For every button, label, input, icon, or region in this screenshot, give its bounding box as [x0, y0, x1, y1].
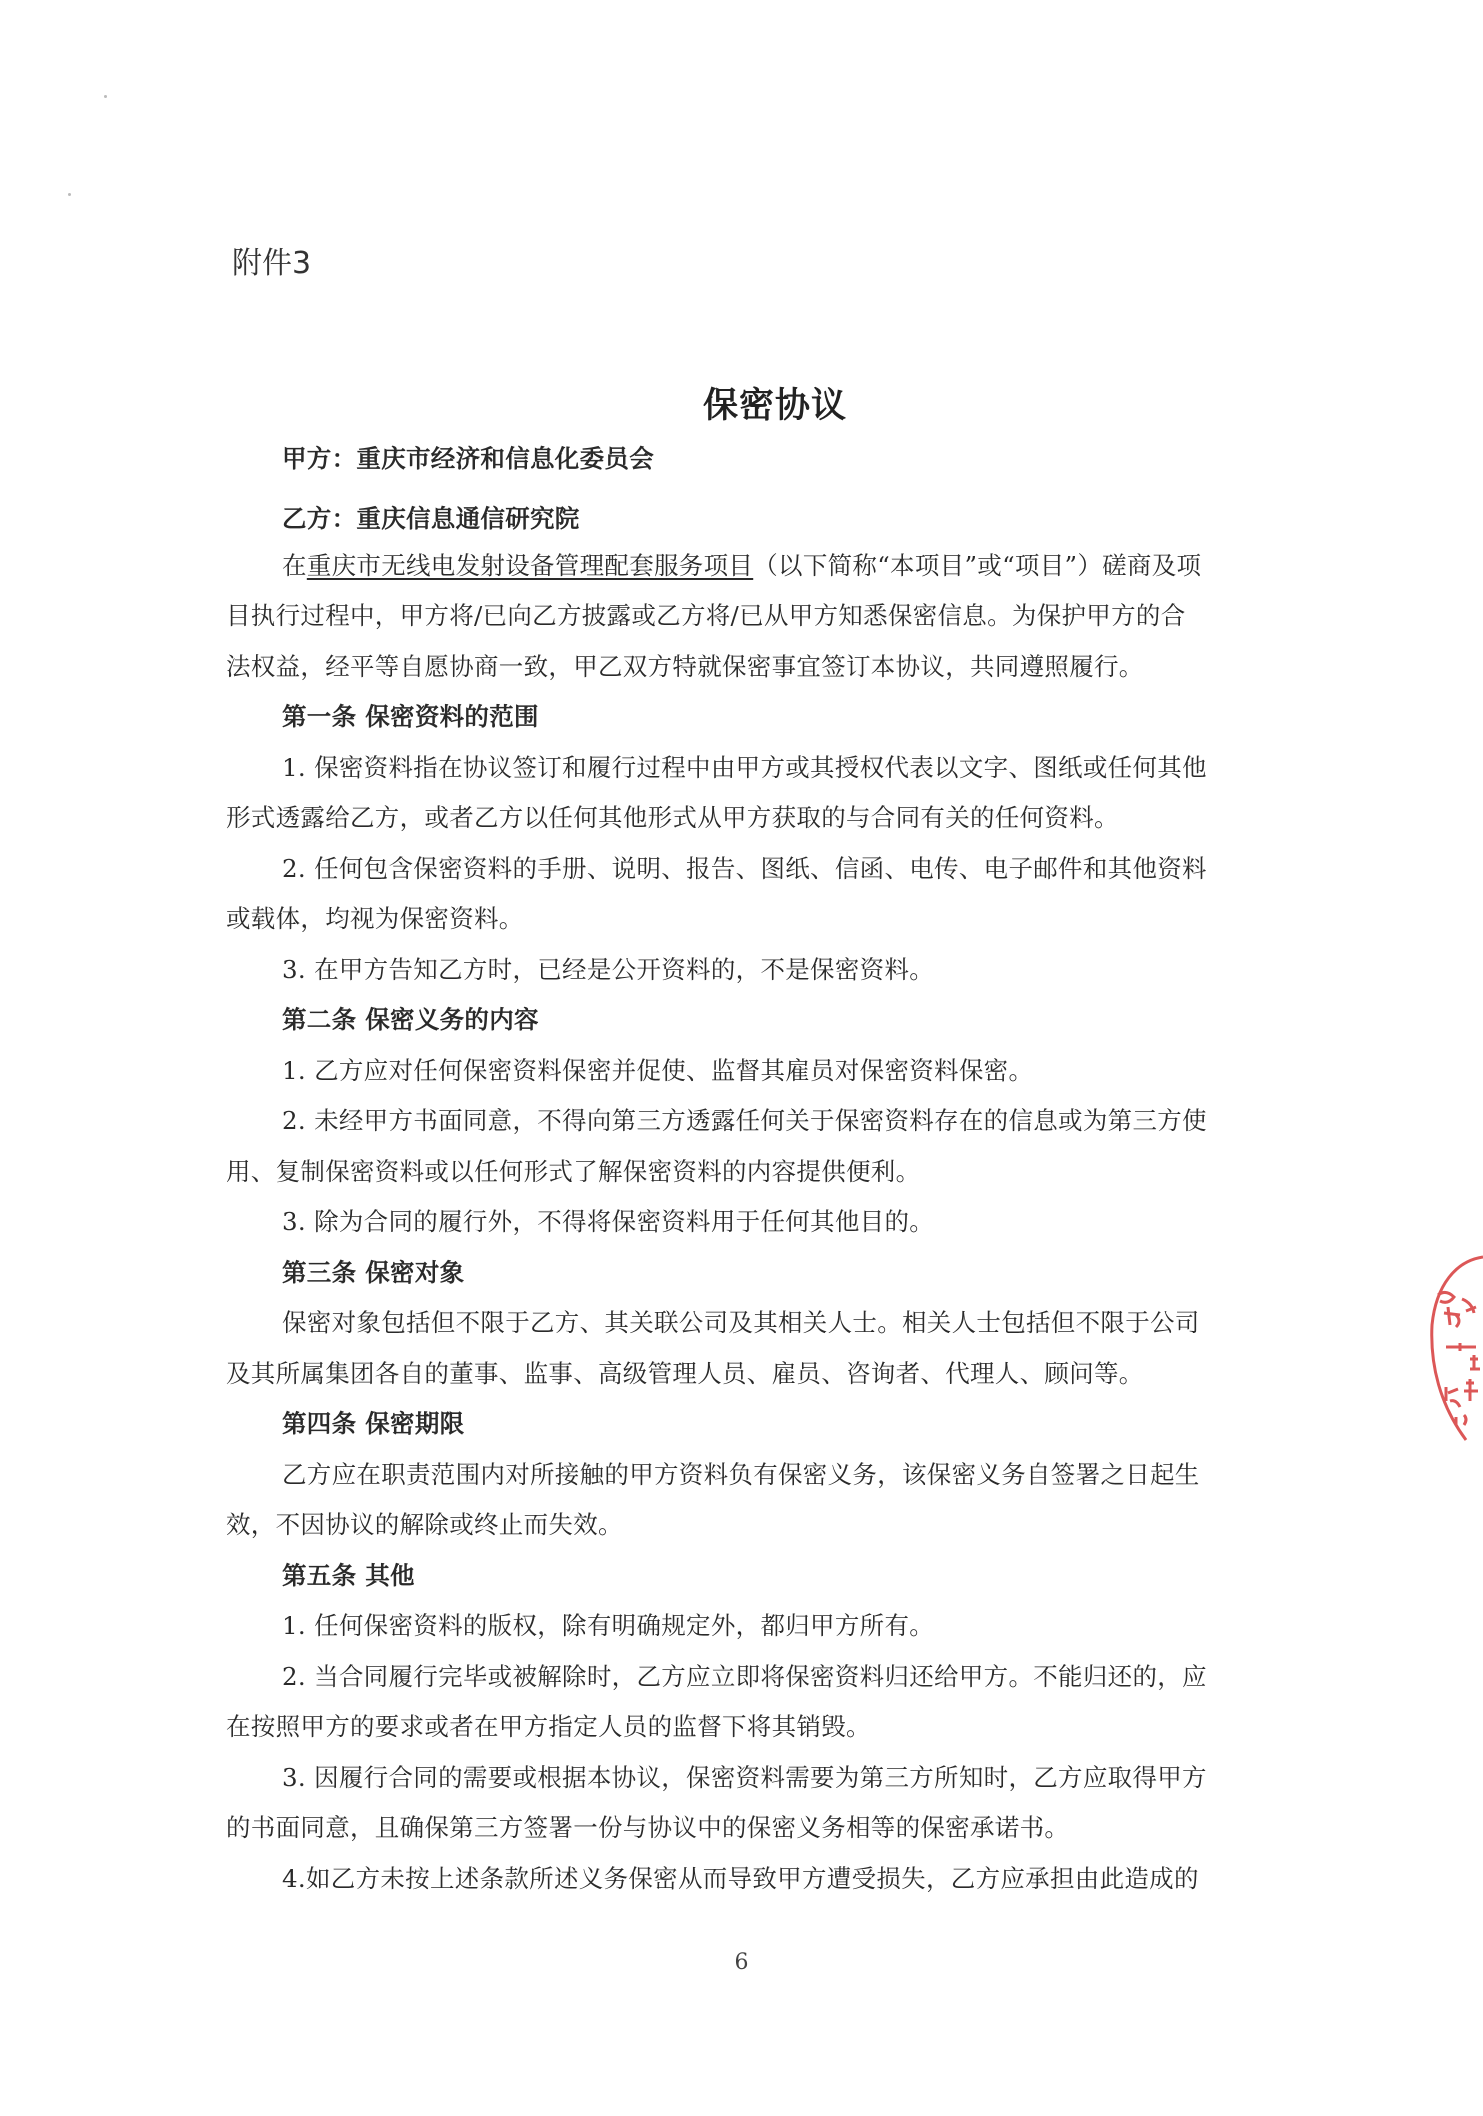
article-5-item-3: 3. 因履行合同的需要或根据本协议，保密资料需要为第三方所知时，乙方应取得甲方: [282, 1763, 1207, 1792]
intro-line-1-rest: （以下简称“本项目”或“项目”）磋商及项: [753, 551, 1202, 580]
party-b: 乙方：重庆信息通信研究院: [282, 504, 580, 533]
document-title: 保密协议: [702, 385, 847, 426]
intro-prefix: 在: [282, 551, 307, 580]
article-5-item-2-cont: 在按照甲方的要求或者在甲方指定人员的监督下将其销毁。: [226, 1712, 871, 1741]
article-1-item-3: 3. 在甲方告知乙方时，已经是公开资料的，不是保密资料。: [282, 955, 935, 984]
article-2-item-3: 3. 除为合同的履行外，不得将保密资料用于任何其他目的。: [282, 1207, 935, 1236]
scan-speck: [68, 193, 71, 196]
article-2-item-2: 2. 未经甲方书面同意，不得向第三方透露任何关于保密资料存在的信息或为第三方使: [282, 1106, 1207, 1135]
article-5-item-2: 2. 当合同履行完毕或被解除时，乙方应立即将保密资料归还给甲方。不能归还的，应: [282, 1662, 1207, 1691]
intro-line-2: 目执行过程中，甲方将/已向乙方披露或乙方将/已从甲方知悉保密信息。为保护甲方的合: [226, 601, 1186, 630]
article-5-heading: 第五条 其他: [282, 1561, 415, 1590]
article-3-text: 保密对象包括但不限于乙方、其关联公司及其相关人士。相关人士包括但不限于公司: [282, 1308, 1200, 1337]
article-5-item-1: 1. 任何保密资料的版权，除有明确规定外，都归甲方所有。: [282, 1611, 935, 1640]
article-2-heading: 第二条 保密义务的内容: [282, 1005, 539, 1034]
article-2-item-1: 1. 乙方应对任何保密资料保密并促使、监督其雇员对保密资料保密。: [282, 1056, 1034, 1085]
project-name: 重庆市无线电发射设备管理配套服务项目: [306, 551, 754, 580]
intro-line-1: [282, 547, 1201, 582]
article-4-heading: 第四条 保密期限: [282, 1409, 465, 1438]
article-5-item-4: 4.如乙方未按上述条款所述义务保密从而导致甲方遭受损失，乙方应承担由此造成的: [282, 1864, 1199, 1893]
article-3-text-cont: 及其所属集团各自的董事、监事、高级管理人员、雇员、咨询者、代理人、顾问等。: [226, 1359, 1144, 1388]
article-1-item-2-cont: 或载体，均视为保密资料。: [226, 904, 524, 933]
article-5-item-3-cont: 的书面同意，且确保第三方签署一份与协议中的保密义务相等的保密承诺书。: [226, 1813, 1070, 1842]
attachment-label: 附件3: [232, 246, 312, 281]
intro-line-3: 法权益，经平等自愿协商一致，甲乙双方特就保密事宜签订本协议，共同遵照履行。: [226, 652, 1144, 681]
scan-speck: [104, 95, 107, 98]
article-4-text: 乙方应在职责范围内对所接触的甲方资料负有保密义务，该保密义务自签署之日起生: [282, 1460, 1200, 1489]
red-seal-stamp: [1426, 1255, 1483, 1455]
article-1-item-2: 2. 任何包含保密资料的手册、说明、报告、图纸、信函、电传、电子邮件和其他资料: [282, 854, 1207, 883]
article-1-item-1-cont: 形式透露给乙方，或者乙方以任何其他形式从甲方获取的与合同有关的任何资料。: [226, 803, 1119, 832]
article-2-item-2-cont: 用、复制保密资料或以任何形式了解保密资料的内容提供便利。: [226, 1157, 921, 1186]
article-1-heading: 第一条 保密资料的范围: [282, 702, 539, 731]
article-1-item-1: 1. 保密资料指在协议签订和履行过程中由甲方或其授权代表以文字、图纸或任何其他: [282, 753, 1207, 782]
article-4-text-cont: 效，不因协议的解除或终止而失效。: [226, 1510, 623, 1539]
page-number: 6: [734, 1950, 749, 1975]
party-a: 甲方：重庆市经济和信息化委员会: [282, 444, 654, 473]
article-3-heading: 第三条 保密对象: [282, 1258, 465, 1287]
